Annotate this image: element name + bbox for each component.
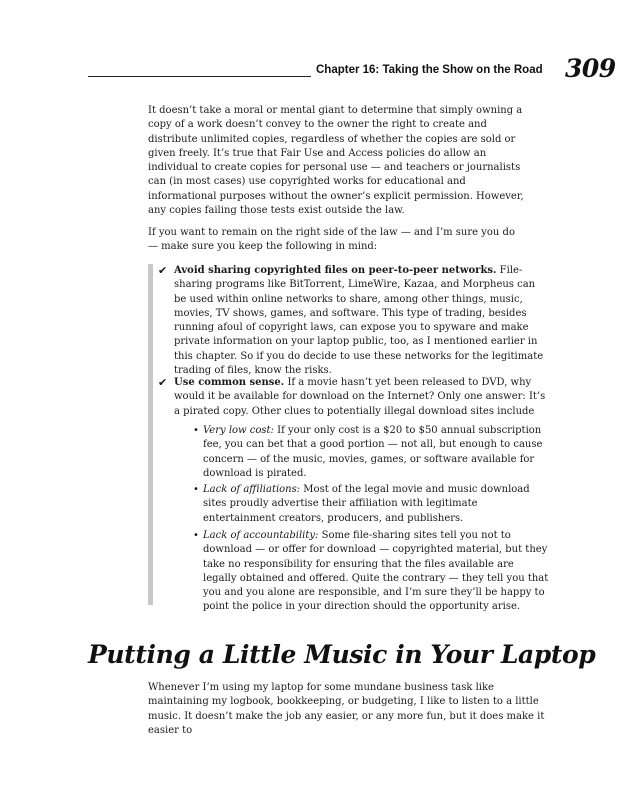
section-paragraph: Whenever I’m using my laptop for some mundane business task like maintaining my logbook, bookkeeping, or budgeting, I like to listen to a little music. It doesn’t make the job any easier, or any more fun, but it does make it easier to: [148, 682, 545, 736]
bullet-icon: •: [193, 425, 199, 436]
list-item: [158, 264, 550, 378]
list-item-text: If a movie hasn’t yet been released to DVD, why would it be available for download on the Internet? Only one answer: It’s a pirated copy. Other clues to potentially illegal download sites include: [174, 377, 546, 417]
list-sidebar-bar: [148, 264, 153, 605]
list-item-text: File-sharing programs like BitTorrent, LimeWire, Kazaa, and Morpheus can be used within online networks to share, among other things, music, movies, TV shows, games, and software. This type of trading, besides running afoul of copyright laws, can expose you to spyware and make private information on your laptop public, too, as I mentioned earlier in this chapter. So if you do decide to use these networks for the legitimate trading of files, know the risks.: [174, 265, 544, 377]
chapter-title: Chapter 16: Taking the Show on the Road: [316, 64, 543, 76]
sub-list-item: [188, 483, 550, 526]
list-item-lead: Use common sense.: [174, 377, 285, 388]
page-number: 309: [565, 54, 616, 83]
checkmark-icon: ✔: [158, 376, 168, 389]
sub-item-text: If your only cost is a $20 to $50 annual subscription fee, you can bet that a good portion — not all, but enough to cause concern — of the music, movies, games, or software available for download is pirated.: [203, 425, 543, 479]
sub-item-lead: Lack of affiliations:: [203, 484, 301, 495]
sub-list-item: [188, 529, 550, 615]
bullet-icon: •: [193, 530, 199, 541]
section-heading: Putting a Little Music in Your Laptop: [88, 640, 596, 669]
sub-item-lead: Very low cost:: [203, 425, 274, 436]
sub-list-item: [188, 424, 550, 481]
list-item: [158, 376, 550, 419]
sub-item-text: Most of the legal movie and music download sites proudly advertise their affiliation with legitimate entertainment creators, producers, and publishers.: [203, 484, 530, 524]
intro-paragraph: It doesn’t take a moral or mental giant to determine that simply owning a copy of a work doesn’t convey to the owner the right to create and distribute unlimited copies, regardless of whether the copies are sold or given freely. It’s true that Fair Use and Access policies do allow an individual to create copies for personal use — and teachers or journalists can (in most cases) use copyrighted works for educational and informational purposes without the owner’s explicit permission. However, any copies failing those tests exist outside the law.: [148, 105, 524, 217]
header-rule: [88, 76, 311, 77]
checkmark-icon: ✔: [158, 264, 168, 277]
keep-in-mind-paragraph: If you want to remain on the right side of the law — and I’m sure you do — make sure you keep the following in mind:: [148, 227, 515, 253]
sub-item-text: Some file-sharing sites tell you not to download — or offer for download — copyrighted material, but they take no responsibility for ensuring that the files available are legally obtained and offered. Quite the contrary — they tell you that you and you alone are responsible, and I’m sure they’ll be happy to point the police in your direction should the opportunity arise.: [203, 530, 549, 613]
sub-item-lead: Lack of accountability:: [203, 530, 319, 541]
bullet-icon: •: [193, 484, 199, 495]
list-item-lead: Avoid sharing copyrighted files on peer-to-peer networks.: [174, 265, 497, 276]
